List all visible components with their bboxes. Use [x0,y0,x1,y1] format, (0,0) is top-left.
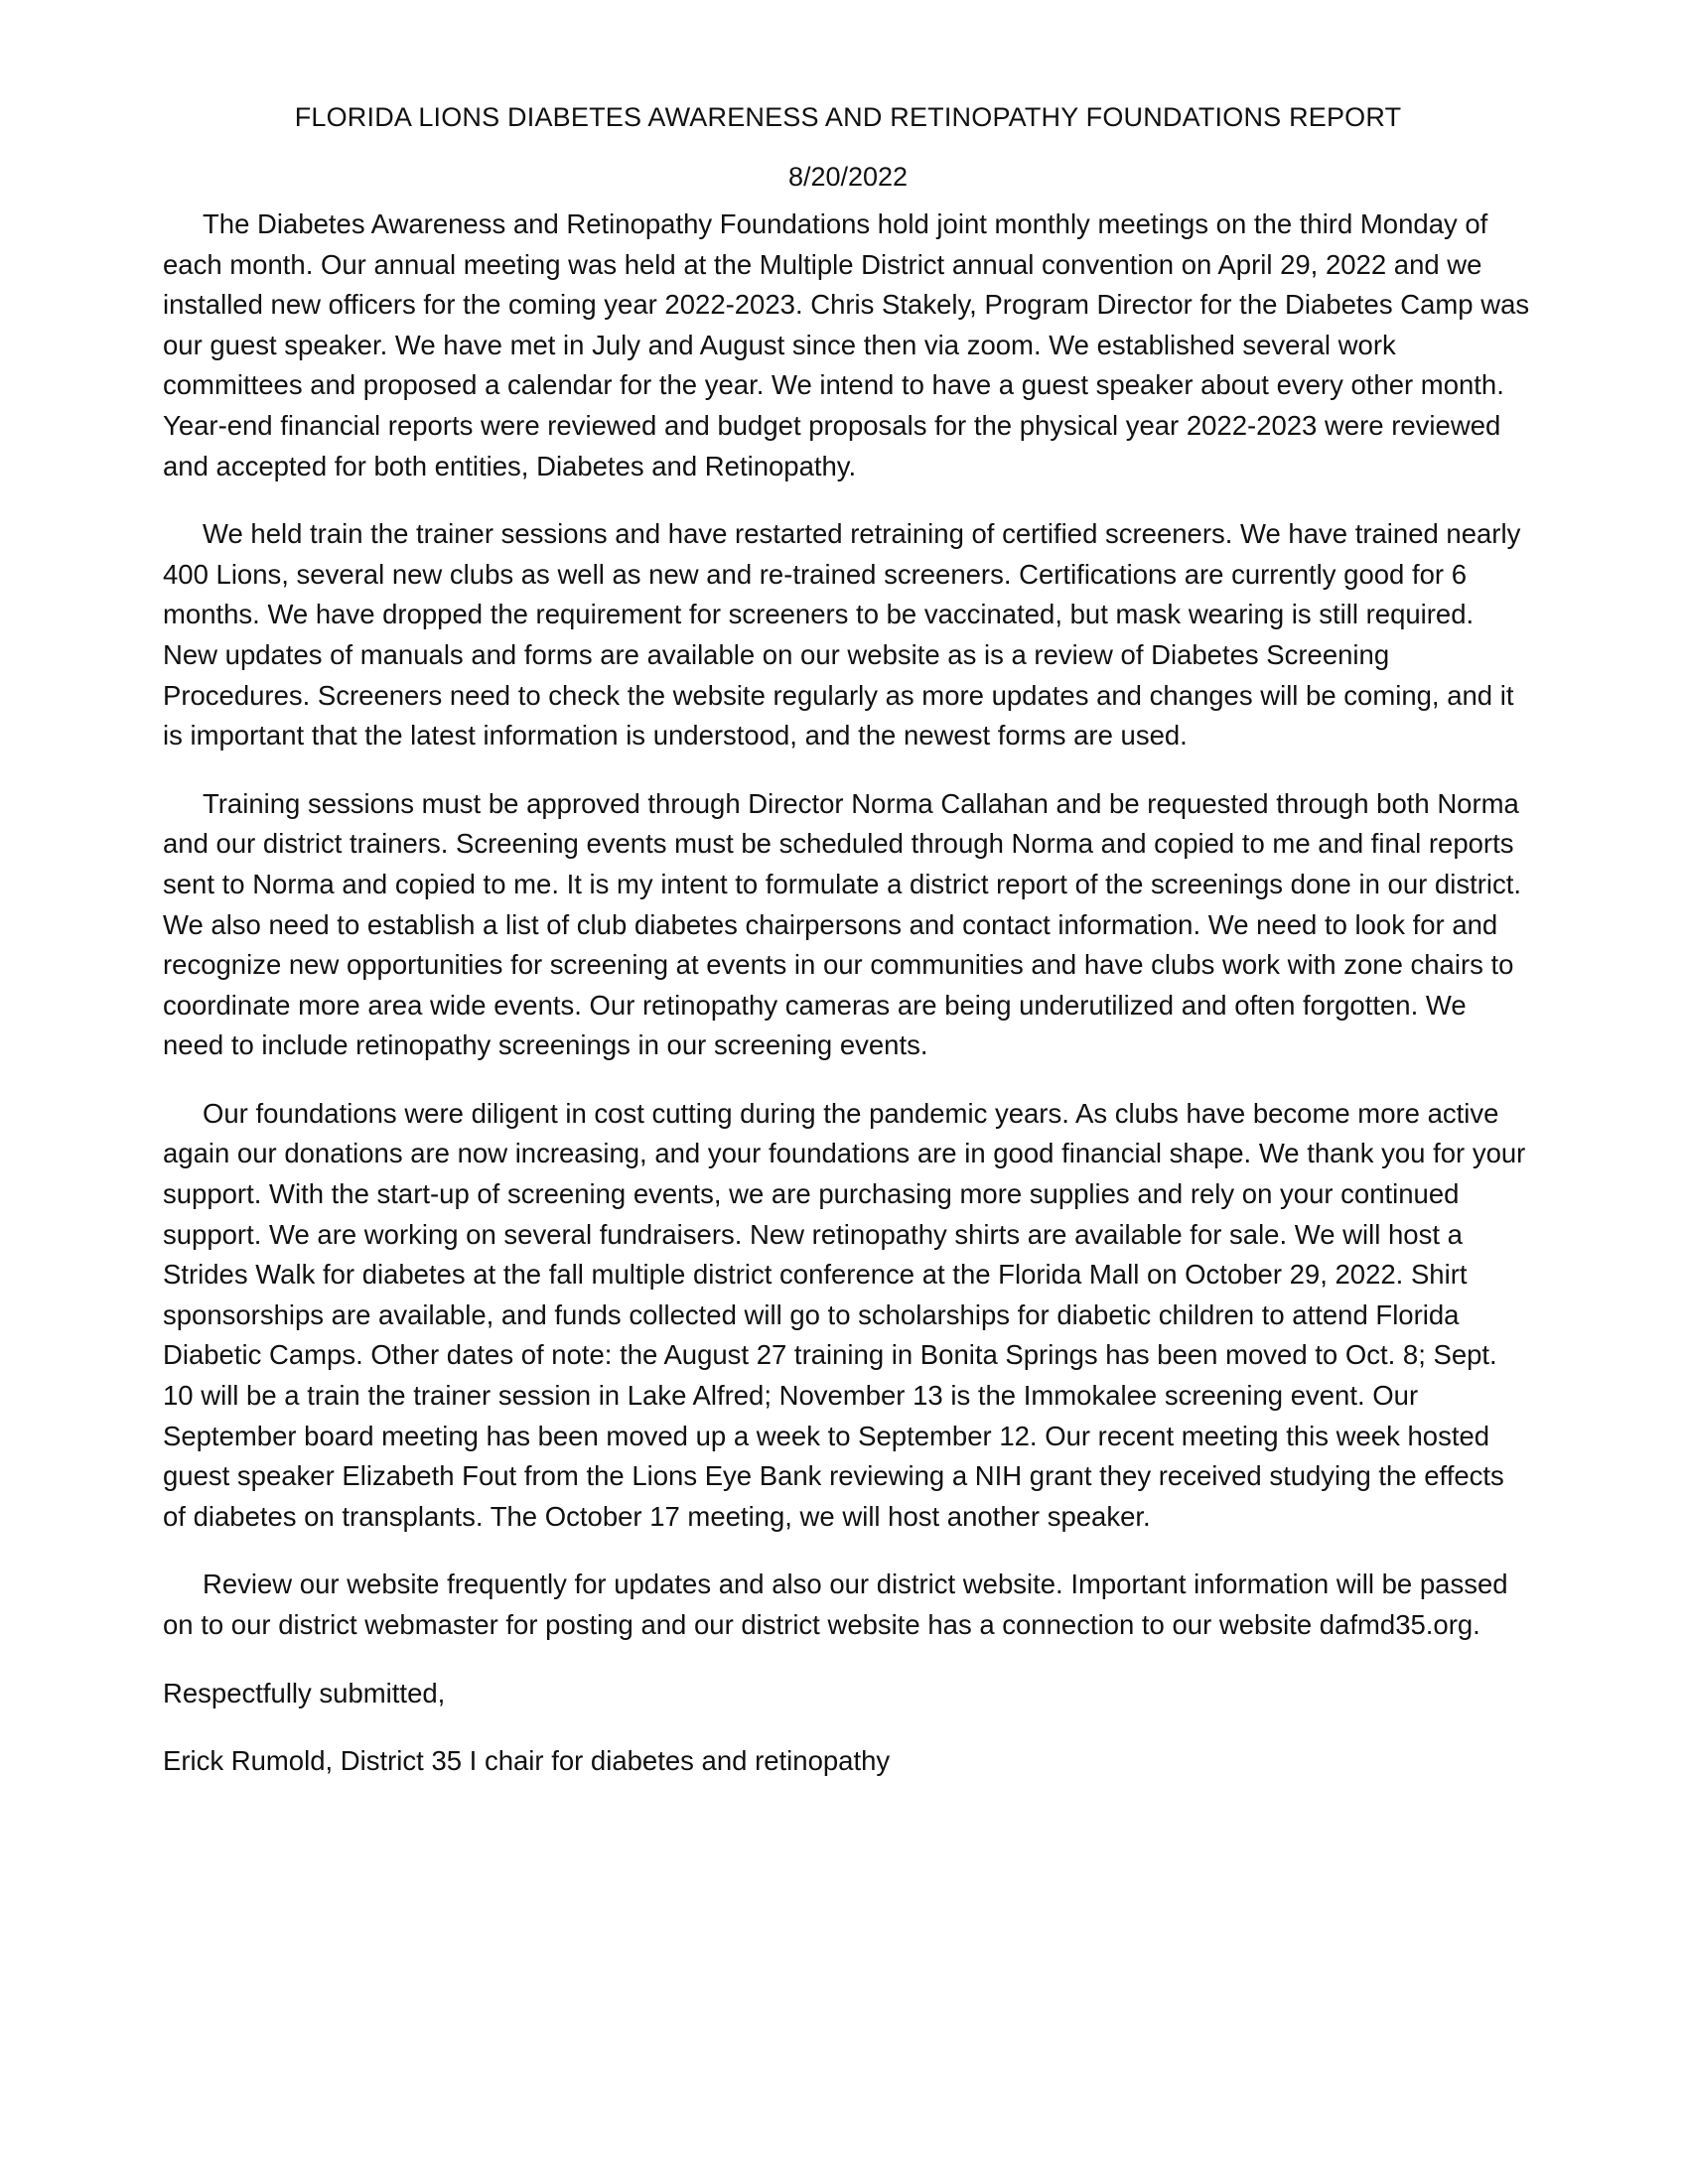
report-page [163,97,1533,1810]
paragraph-training: We held train the trainer sessions and have restarted retraining of certified screeners. We have trained nearly 400 Lions, several new clubs as well as new and re-trained screeners. Certifications are currently good for 6 months. We have dropped the requirement for screeners to be vaccinated, but mask wearing is still required. New updates of manuals and forms are available on our website as is a review of Diabetes Screening Procedures. Screeners need to check the website regularly as more updates and changes will be coming, and it is important that the latest information is understood, and the newest forms are used. [163,518,1521,751]
signature-line: Erick Rumold, District 35 I chair for diabetes and retinopathy [163,1745,891,1777]
paragraph-website: Review our website frequently for updates and also our district website. Important information will be passed on to our district webmaster for posting and our district website has a connection to our website dafmd35.org. [163,1569,1508,1640]
paragraph-finances: Our foundations were diligent in cost cutting during the pandemic years. As clubs have become more active again our donations are now increasing, and your foundations are in good financial shape. We thank you for your support. With the start-up of screening events, we are purchasing more supplies and rely on your continued support. We are working on several fundraisers. New retinopathy shirts are available for sale. We will host a Strides Walk for diabetes at the fall multiple district conference at the Florida Mall on October 29, 2022. Shirt sponsorships are available, and funds collected will go to scholarships for diabetic children to attend Florida Diabetic Camps. Other dates of note: the August 27 training in Bonita Springs has been moved to Oct. 8; Sept. 10 will be a train the trainer session in Lake Alfred; November 13 is the Immokalee screening event. Our September board meeting has been moved up a week to September 12. Our recent meeting this week hosted guest speaker Elizabeth Fout from the Lions Eye Bank reviewing a NIH grant they received studying the effects of diabetes on transplants. The October 17 meeting, we will host another speaker. [163,1097,1526,1532]
closing-line: Respectfully submitted, [163,1677,446,1708]
report-title: FLORIDA LIONS DIABETES AWARENESS AND RETINOPATHY FOUNDATIONS REPORT [294,102,1402,132]
report-date: 8/20/2022 [787,162,909,192]
paragraph-meetings: The Diabetes Awareness and Retinopathy Foundations hold joint monthly meetings on the third Monday of each month. Our annual meeting was held at the Multiple District annual convention on April 29, 2022 and we installed new officers for the coming year 2022-2023. Chris Stakely, Program Director for the Diabetes Camp was our guest speaker. We have met in July and August since then via zoom. We established several work committees and proposed a calendar for the year. We intend to have a guest speaker about every other month. Year-end financial reports were reviewed and budget proposals for the physical year 2022-2023 were reviewed and accepted for both entities, Diabetes and Retinopathy. [163,208,1530,481]
paragraph-screening-events: Training sessions must be approved through Director Norma Callahan and be requested through both Norma and our district trainers. Screening events must be scheduled through Norma and copied to me and final reports sent to Norma and copied to me. It is my intent to formulate a district report of the screenings done in our district. We also need to establish a list of club diabetes chairpersons and contact information. We need to look for and recognize new opportunities for screening at events in our communities and have clubs work with zone chairs to coordinate more area wide events. Our retinopathy cameras are being underutilized and often forgotten. We need to include retinopathy screenings in our screening events. [163,787,1522,1061]
